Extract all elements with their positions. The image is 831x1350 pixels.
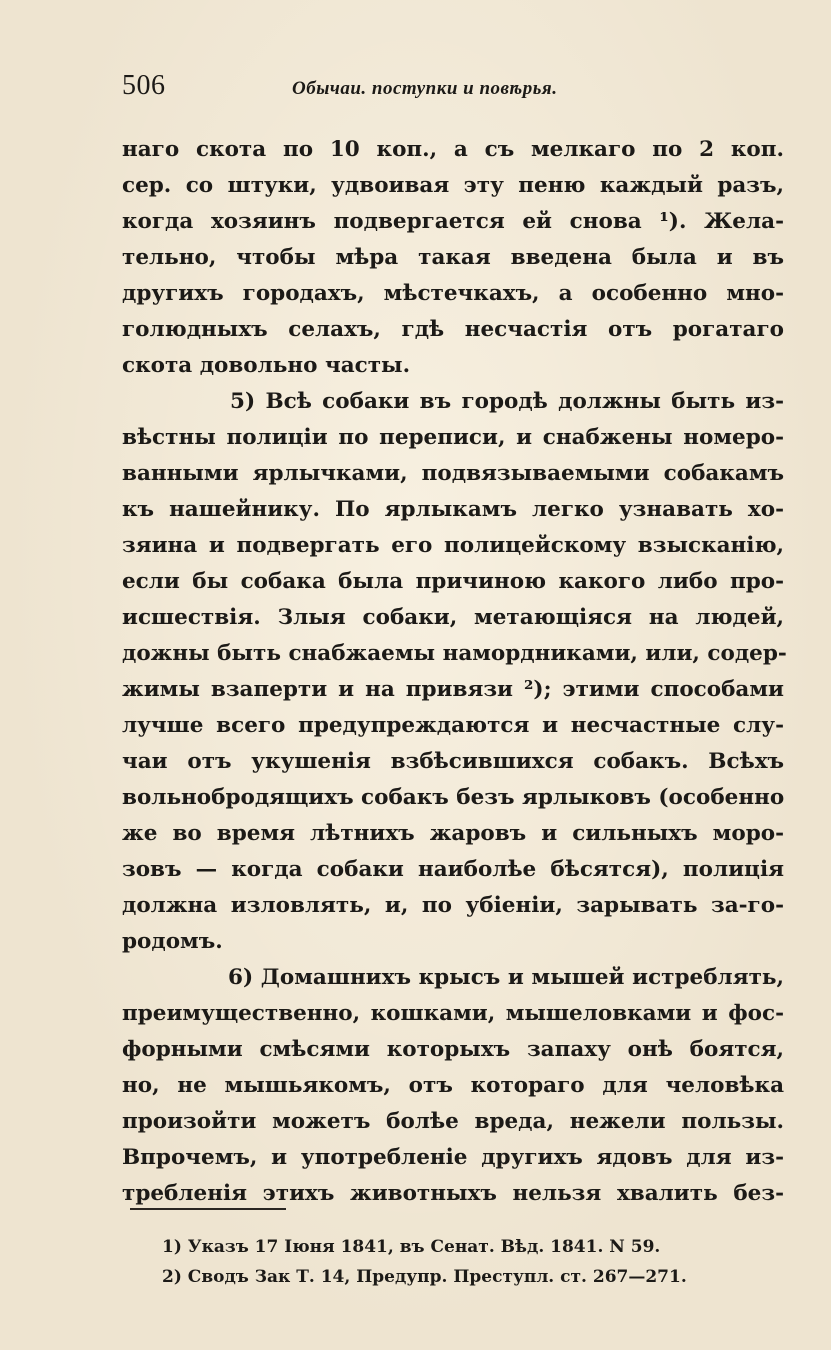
- text-line: вольнобродящихъ собакъ безъ ярлыковъ (особенно: [122, 785, 785, 810]
- text-line: дожны быть снабжаемы намордниками, или, содер-: [122, 641, 787, 666]
- text-line: родомъ.: [122, 929, 223, 954]
- footnote-divider: [130, 1208, 286, 1210]
- text-line: скота довольно часты.: [122, 353, 411, 378]
- text-line: когда хозяинъ подвергается ей снова ¹). Жела-: [122, 209, 784, 234]
- text-line: Впрочемъ, и употребленіе другихъ ядовъ для из-: [122, 1145, 784, 1170]
- text-line: но, не мышьякомъ, отъ котораго для человѣка: [122, 1073, 784, 1098]
- text-line: сер. со штуки, удвоивая эту пеню каждый разъ,: [122, 173, 784, 198]
- footnotes: [162, 1232, 762, 1292]
- text-line: если бы собака была причиною какого либо про-: [122, 569, 784, 594]
- paragraph-start-line: 6) Домашнихъ крысъ и мышей истреблять,: [228, 965, 784, 990]
- text-line: чаи отъ укушенія взбѣсившихся собакъ. Всѣхъ: [122, 749, 784, 774]
- footnote-1: 1) Указъ 17 Іюня 1841, въ Сенат. Вѣд. 1841. N 59.: [162, 1237, 661, 1257]
- text-line: наго скота по 10 коп., а съ мелкаго по 2 коп.: [122, 137, 784, 162]
- text-line: голюдныхъ селахъ, гдѣ несчастія отъ рогатаго: [122, 317, 784, 342]
- text-line: зовъ — когда собаки наиболѣе бѣсятся), полиція: [122, 857, 784, 882]
- text-line: ванными ярлычками, подвязываемыми собакамъ: [122, 461, 784, 486]
- text-line: должна изловлять, и, по убіеніи, зарывать за-го-: [122, 893, 784, 918]
- text-line: зяина и подвергать его полицейскому взысканію,: [122, 533, 784, 558]
- page-header: [122, 70, 762, 110]
- text-line: вѣстны полиціи по переписи, и снабжены номеро-: [122, 425, 784, 450]
- page-number: 506: [122, 70, 166, 101]
- text-line: произойти можетъ болѣе вреда, нежели пользы.: [122, 1109, 784, 1134]
- text-line: тельно, чтобы мѣра такая введена была и въ: [122, 245, 784, 270]
- text-line: исшествія. Злыя собаки, метающіяся на людей,: [122, 605, 784, 630]
- text-line: требленія этихъ животныхъ нельзя хвалить без-: [122, 1181, 784, 1206]
- text-line: же во время лѣтнихъ жаровъ и сильныхъ моро-: [122, 821, 784, 846]
- footnote-2: 2) Сводъ Зак Т. 14, Предупр. Преступл. ст. 267—271.: [162, 1267, 687, 1287]
- paragraph-start-line: 5) Всѣ собаки въ городѣ должны быть из-: [230, 389, 784, 414]
- running-title: Обычаи. поступки и повѣрья.: [292, 78, 558, 99]
- text-line: другихъ городахъ, мѣстечкахъ, а особенно мно-: [122, 281, 784, 306]
- body-text: [122, 132, 787, 1212]
- text-line: лучше всего предупреждаются и несчастные слу-: [122, 713, 784, 738]
- text-line: къ нашейнику. По ярлыкамъ легко узнавать хо-: [122, 497, 784, 522]
- text-line: преимущественно, кошками, мышеловками и фос-: [122, 1001, 784, 1026]
- text-line: жимы взаперти и на привязи ²); этими способами: [122, 677, 784, 702]
- text-line: форными смѣсями которыхъ запаху онѣ боятся,: [122, 1037, 784, 1062]
